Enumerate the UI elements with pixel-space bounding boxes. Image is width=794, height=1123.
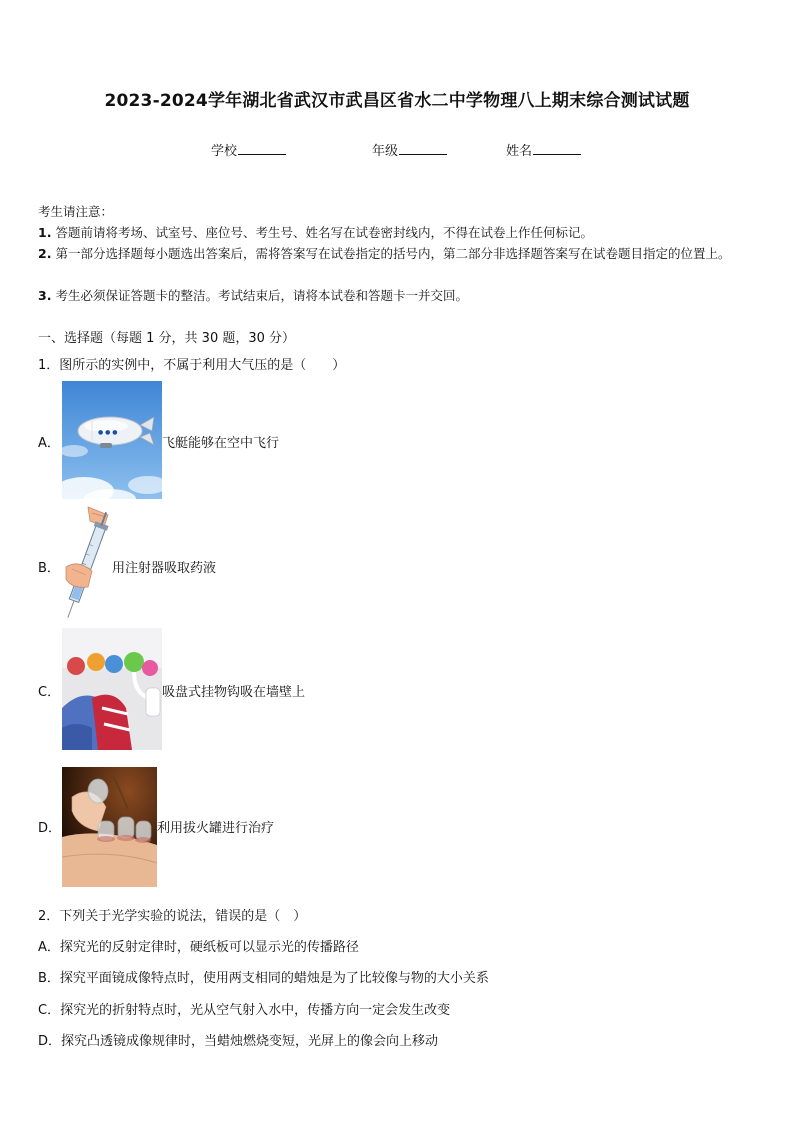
- notice-text: 答题前请将考场、试室号、座位号、考生号、姓名写在试卷密封线内，不得在试卷上作任何标记。: [55, 225, 593, 240]
- grade-blank[interactable]: [399, 142, 447, 155]
- name-label: 姓名: [506, 144, 533, 159]
- notice-num: 3.: [38, 288, 52, 303]
- q2-option-d-text: 探究凸透镜成像规律时，当蜡烛燃烧变短，光屏上的像会向上移动: [61, 1034, 439, 1049]
- name-field: [506, 140, 581, 159]
- notice-text: 考生必须保证答题卡的整洁。考试结束后，请将本试卷和答题卡一并交回。: [55, 288, 468, 303]
- q1-stem: 1．图所示的实例中，不属于利用大气压的是（ ）: [38, 358, 346, 373]
- notice-num: 2.: [38, 246, 52, 261]
- school-blank[interactable]: [238, 142, 286, 155]
- q1-option-b-text: 用注射器吸取药液: [112, 561, 217, 576]
- q1-option-a-text: 飞艇能够在空中飞行: [162, 436, 280, 451]
- q2-option-c-text: 探究光的折射特点时，光从空气射入水中，传播方向一定会发生改变: [60, 1003, 451, 1018]
- q2-option-a-text: 探究光的反射定律时，硬纸板可以显示光的传播路径: [59, 940, 359, 955]
- q2-option-d-letter: D．: [38, 1034, 62, 1049]
- q2-option-b-letter: B．: [38, 971, 60, 986]
- school-label: 学校: [211, 144, 238, 159]
- grade-field: [372, 140, 447, 159]
- svg-text:● ● ●: ● ● ●: [98, 429, 118, 436]
- q1-option-a-letter: A．: [38, 436, 60, 451]
- q1-option-c-letter: C．: [38, 685, 61, 700]
- notice-item-2: [38, 243, 760, 264]
- q1-option-c-text: 吸盘式挂物钩吸在墙壁上: [162, 685, 306, 700]
- q1-option-d-text: 利用拔火罐进行治疗: [157, 821, 275, 836]
- notice-item-3: [38, 285, 760, 306]
- airship-image: [62, 381, 162, 499]
- q2-option-c: [38, 999, 450, 1018]
- notice-num: 1.: [38, 225, 52, 240]
- notice-item-1: [38, 222, 760, 243]
- q1-option-d-letter: D．: [38, 821, 62, 836]
- notice-text: 第一部分选择题每小题选出答案后，需将答案写在试卷指定的括号内，第二部分非选择题答案写在试卷题目指定的位置上。: [55, 246, 731, 261]
- q2-option-d: [38, 1030, 438, 1049]
- grade-label: 年级: [372, 144, 399, 159]
- q2-option-a: [38, 936, 359, 955]
- page-title: 2023-2024学年湖北省武汉市武昌区省水二中学物理八上期末综合测试试题: [104, 91, 690, 111]
- name-blank[interactable]: [533, 142, 581, 155]
- school-field: [211, 140, 286, 159]
- q2-stem: 2．下列关于光学实验的说法，错误的是（ ）: [38, 909, 307, 924]
- q2-option-a-letter: A．: [38, 940, 60, 955]
- section-title: 一、选择题（每题 1 分，共 30 题，30 分）: [38, 331, 296, 346]
- syringe-image: [62, 505, 112, 625]
- q2-option-b-text: 探究平面镜成像特点时，使用两支相同的蜡烛是为了比较像与物的大小关系: [59, 971, 489, 986]
- notice-heading: 考生请注意：: [38, 204, 114, 219]
- q1-option-b-letter: B．: [38, 561, 60, 576]
- cupping-image: [62, 767, 157, 887]
- q2-option-c-letter: C．: [38, 1003, 61, 1018]
- q2-option-b: [38, 967, 489, 986]
- suction-hook-image: [62, 628, 162, 750]
